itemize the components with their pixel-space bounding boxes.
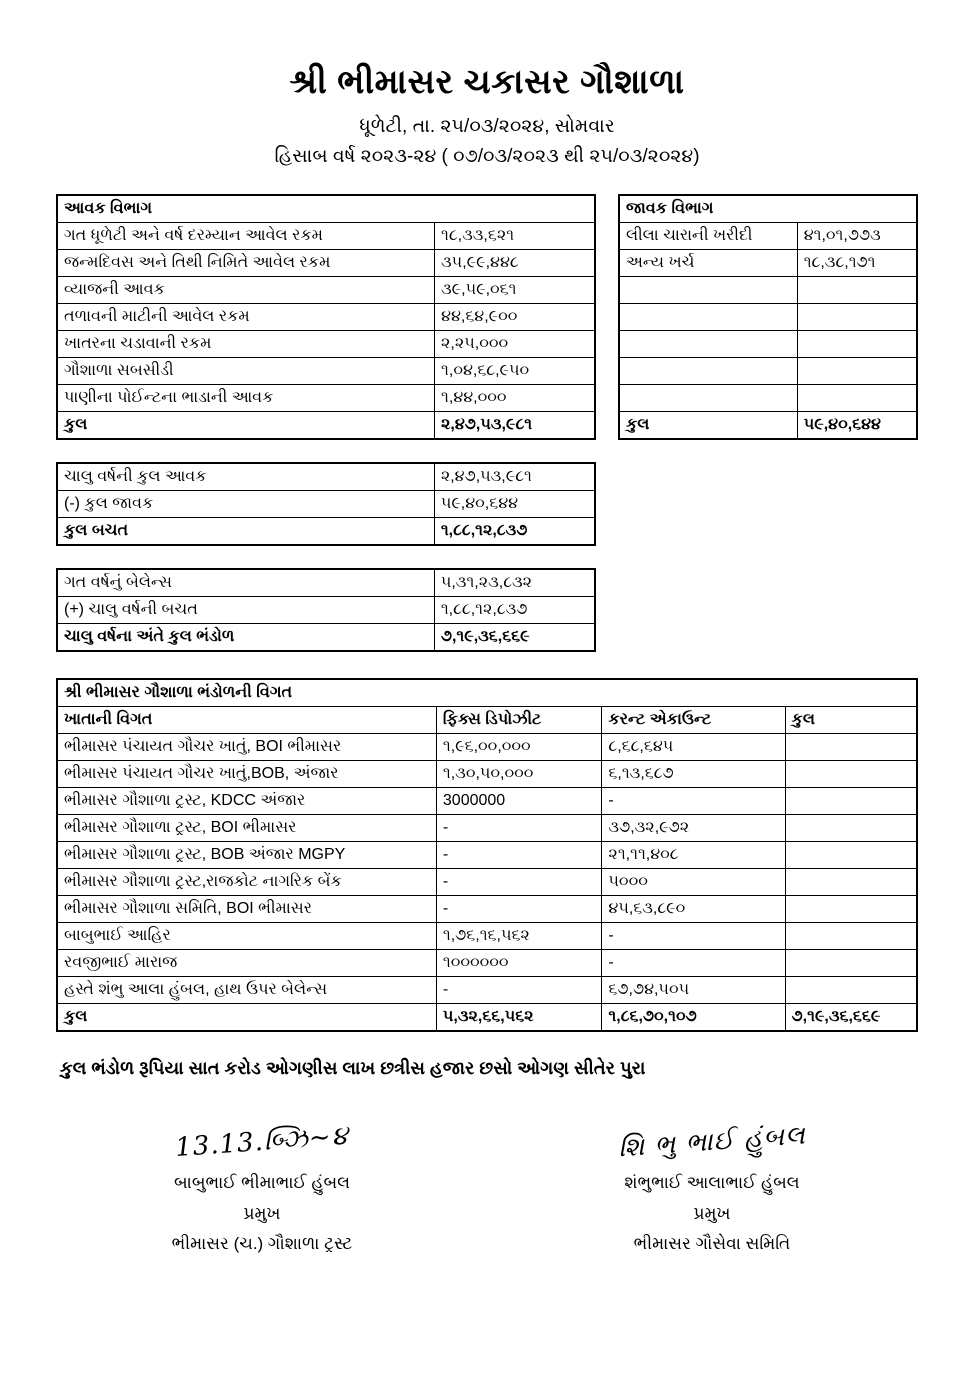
fund-total <box>785 788 917 815</box>
table-row <box>57 597 595 624</box>
table-row <box>57 788 917 815</box>
fund-details-table <box>56 678 918 1032</box>
page-title: શ્રી ભીમાસર ચકાસર ગૌશાળા <box>289 63 685 101</box>
signature-block-left <box>112 1119 412 1257</box>
fund-total <box>785 761 917 788</box>
expense-row-label <box>619 277 797 304</box>
fund-table-title: શ્રી ભીમાસર ગૌશાળા ભંડોળની વિગત <box>57 679 917 707</box>
income-row-label: જન્મદિવસ અને તિથી નિમિતે આવેલ રકમ <box>57 250 435 277</box>
expense-heading: જાવક વિભાગ <box>619 195 917 223</box>
income-total-row <box>57 412 595 440</box>
fund-current-account: ૨૧,૧૧,૪૦૮ <box>602 842 785 869</box>
fund-account-name: ભીમાસર ગૌશાળા ટ્રસ્ટ, BOB અંજાર MGPY <box>57 842 436 869</box>
fund-fixed-deposit: ૧૦૦૦૦૦૦ <box>436 950 602 977</box>
fund-account-name: ભીમાસર ગૌશાળા ટ્રસ્ટ, BOI ભીમાસર <box>57 815 436 842</box>
table-row <box>619 304 917 331</box>
table-row <box>57 896 917 923</box>
signature-mark: 13.13.બ્ઝિ~૪ <box>174 1120 350 1163</box>
income-row-amount: ૧,૪૪,૦૦૦ <box>435 385 595 412</box>
table-row <box>57 331 595 358</box>
fund-fixed-deposit: ૧,૯૬,૦૦,૦૦૦ <box>436 734 602 761</box>
table-row <box>57 277 595 304</box>
table-row <box>57 223 595 250</box>
table-row <box>57 463 595 491</box>
summary-block-2 <box>56 568 918 652</box>
table-row <box>619 385 917 412</box>
table-row <box>57 842 917 869</box>
top-tables-row <box>56 194 918 440</box>
income-row-amount: ૧૮,૩૩,૬૨૧ <box>435 223 595 250</box>
fund-fixed-deposit: ૧,૭૬,૧૬,૫૬૨ <box>436 923 602 950</box>
income-row-amount: ૪૪,૬૪,૯૦૦ <box>435 304 595 331</box>
fund-account-name: ભીમાસર ગૌશાળા ટ્રસ્ટ,રાજકોટ નાગરિક બેંક <box>57 869 436 896</box>
income-table <box>56 194 596 440</box>
expense-row-amount <box>797 331 917 358</box>
fund-current-account: ૮,૬૮,૬૪૫ <box>602 734 785 761</box>
signatory-designation: પ્રમુખ <box>693 1203 731 1223</box>
fund-total-current-account: ૧,૮૬,૭૦,૧૦૭ <box>602 1004 785 1032</box>
summary-total-amount: ૭,૧૯,૩૬,૬૬૯ <box>434 624 595 652</box>
income-row-amount: ૩૯,૫૯,૦૬૧ <box>435 277 595 304</box>
table-row <box>57 761 917 788</box>
fund-account-name: ભીમાસર ગૌશાળા સમિતિ, BOI ભીમાસર <box>57 896 436 923</box>
income-total-amount: ૨,૪૭,૫૩,૯૮૧ <box>435 412 595 440</box>
fund-column-header: કરન્ટ એકાઉન્ટ <box>602 707 785 734</box>
fund-total <box>785 896 917 923</box>
fund-account-name: બાબુભાઈ આહિર <box>57 923 436 950</box>
summary-total-row <box>57 624 595 652</box>
table-row <box>57 977 917 1004</box>
expense-row-label: અન્ય ખર્ચ <box>619 250 797 277</box>
fund-current-account: - <box>602 923 785 950</box>
fund-current-account: ૬,૧૩,૬૮૭ <box>602 761 785 788</box>
expense-row-amount <box>797 304 917 331</box>
fund-total <box>785 734 917 761</box>
fund-column-header: ફિક્સ ડિપોઝીટ <box>436 707 602 734</box>
table-row <box>57 734 917 761</box>
income-row-label: ગૌશાળા સબસીડી <box>57 358 435 385</box>
fund-fixed-deposit: - <box>436 842 602 869</box>
fund-current-account: ૫૦૦૦ <box>602 869 785 896</box>
fund-current-account: ૬૭,૭૪,૫૦૫ <box>602 977 785 1004</box>
expense-row-label: લીલા ચારાની ખરીદી <box>619 223 797 250</box>
fund-account-name: ભીમાસર પંચાયત ગૌચર ખાતું, BOI ભીમાસર <box>57 734 436 761</box>
summary-row-label: ગત વર્ષનું બેલેન્સ <box>57 569 434 597</box>
fund-header-row <box>57 707 917 734</box>
fund-current-account: ૩૭,૩૨,૯૭૨ <box>602 815 785 842</box>
income-heading: આવક વિભાગ <box>57 195 595 223</box>
fund-current-account: - <box>602 950 785 977</box>
fund-total <box>785 842 917 869</box>
expense-row-label <box>619 304 797 331</box>
table-row <box>57 250 595 277</box>
expense-row-amount: ૧૮,૩૮,૧૭૧ <box>797 250 917 277</box>
summary-total-label: ચાલુ વર્ષના અંતે કુલ ભંડોળ <box>57 624 434 652</box>
expense-row-amount <box>797 385 917 412</box>
fund-grand-total: ૭,૧૯,૩૬,૬૬૯ <box>785 1004 917 1032</box>
table-row <box>57 569 595 597</box>
summary-total-row <box>57 518 595 546</box>
document-subtitle-date: ધૂળેટી, તા. ૨૫/૦૩/૨૦૨૪, સોમવાર <box>359 115 615 137</box>
signatory-designation: પ્રમુખ <box>243 1203 281 1223</box>
table-row <box>619 223 917 250</box>
summary-row-amount: ૫,૩૧,૨૩,૮૩૨ <box>434 569 595 597</box>
expense-total-amount: ૫૯,૪૦,૬૪૪ <box>797 412 917 440</box>
fund-total <box>785 815 917 842</box>
fund-account-name: રવજીભાઈ મારાજ <box>57 950 436 977</box>
fund-total <box>785 923 917 950</box>
signature-block-right <box>562 1119 862 1257</box>
fund-account-name: હસ્તે શંભુ આલા હુંબલ, હાથ ઉપર બેલેન્સ <box>57 977 436 1004</box>
fund-current-account: - <box>602 788 785 815</box>
fund-fixed-deposit: - <box>436 977 602 1004</box>
expense-row-amount: ૪૧,૦૧,૭૭૩ <box>797 223 917 250</box>
summary-row-label: (-) કુલ જાવક <box>57 491 434 518</box>
fund-fixed-deposit: - <box>436 869 602 896</box>
fund-total-row <box>57 1004 917 1032</box>
expense-total-label: કુલ <box>619 412 797 440</box>
income-row-amount: ૧,૦૪,૬૮,૯૫૦ <box>435 358 595 385</box>
expense-row-amount <box>797 358 917 385</box>
fund-account-name: ભીમાસર પંચાયત ગૌચર ખાતું,BOB, અંજાર <box>57 761 436 788</box>
fund-total-fixed-deposit: ૫,૩૨,૬૬,૫૬૨ <box>436 1004 602 1032</box>
income-row-label: ગત ધૂળેટી અને વર્ષ દરમ્યાન આવેલ રકમ <box>57 223 435 250</box>
table-row <box>619 250 917 277</box>
expense-row-label <box>619 385 797 412</box>
summary-total-amount: ૧,૮૮,૧૨,૮૩૭ <box>434 518 595 546</box>
table-row <box>619 358 917 385</box>
summary-total-label: કુલ બચત <box>57 518 434 546</box>
table-row <box>57 304 595 331</box>
document-subtitle-period: હિસાબ વર્ષ ૨૦૨૩-૨૪ ( ૦૭/૦૩/૨૦૨૩ થી ૨૫/૦૩/૨૦૨૪) <box>274 146 700 168</box>
fund-account-name: ભીમાસર ગૌશાળા ટ્રસ્ટ, KDCC અંજાર <box>57 788 436 815</box>
fund-title-row <box>57 679 917 707</box>
expense-total-row <box>619 412 917 440</box>
table-row <box>619 331 917 358</box>
summary-table-2 <box>56 568 596 652</box>
table-row <box>57 923 917 950</box>
signatory-name: શંભુભાઈ આલાભાઈ હુંબલ <box>624 1173 800 1193</box>
summary-row-label: (+) ચાલુ વર્ષની બચત <box>57 597 434 624</box>
income-row-amount: ૨,૨૫,૦૦૦ <box>435 331 595 358</box>
fund-total <box>785 950 917 977</box>
expense-row-amount <box>797 277 917 304</box>
table-row <box>57 491 595 518</box>
fund-column-header: ખાતાની વિગત <box>57 707 436 734</box>
table-row <box>619 277 917 304</box>
table-row <box>57 358 595 385</box>
table-row <box>57 869 917 896</box>
fund-column-header: કુલ <box>785 707 917 734</box>
income-row-label: તળાવની માટીની આવેલ રકમ <box>57 304 435 331</box>
summary-row-amount: ૧,૮૮,૧૨,૮૩૭ <box>434 597 595 624</box>
income-row-label: પાણીના પોઈન્ટના ભાડાની આવક <box>57 385 435 412</box>
document-header <box>0 0 974 170</box>
summary-block-1 <box>56 462 918 546</box>
table-row <box>57 385 595 412</box>
income-row-label: ખાતરના ચડાવાની રકમ <box>57 331 435 358</box>
fund-total <box>785 977 917 1004</box>
table-row <box>57 815 917 842</box>
income-row-label: વ્યાજની આવક <box>57 277 435 304</box>
summary-row-amount: ૫૯,૪૦,૬૪૪ <box>434 491 595 518</box>
fund-fixed-deposit: 3000000 <box>436 788 602 815</box>
signatory-name: બાબુભાઈ ભીમાભાઈ હુંબલ <box>174 1173 350 1193</box>
table-row <box>57 950 917 977</box>
signature-mark: શિ ભુ ભાઈ હુંબલ <box>617 1120 807 1164</box>
fund-total-label: કુલ <box>57 1004 436 1032</box>
income-total-label: કુલ <box>57 412 435 440</box>
summary-row-amount: ૨,૪૭,૫૩,૯૮૧ <box>434 463 595 491</box>
amount-in-words: કુલ ભંડોળ રૂપિયા સાત કરોડ ઓગણીસ લાખ છત્રીસ હજાર છસો ઓગણ સીતેર પુરા <box>60 1058 646 1079</box>
fund-current-account: ૪૫,૬૩,૮૯૦ <box>602 896 785 923</box>
expense-row-label <box>619 358 797 385</box>
signatory-organization: ભીમાસર (ચ.) ગૌશાળા ટ્રસ્ટ <box>171 1234 353 1254</box>
fund-fixed-deposit: ૧,૩૦,૫૦,૦૦૦ <box>436 761 602 788</box>
expense-table <box>618 194 918 440</box>
fund-fixed-deposit: - <box>436 896 602 923</box>
expense-row-label <box>619 331 797 358</box>
summary-row-label: ચાલુ વર્ષની કુલ આવક <box>57 463 434 491</box>
signature-section <box>0 1119 974 1257</box>
signatory-organization: ભીમાસર ગૌસેવા સમિતિ <box>633 1234 791 1254</box>
fund-fixed-deposit: - <box>436 815 602 842</box>
fund-total <box>785 869 917 896</box>
fund-details-block <box>56 678 918 1032</box>
income-table-heading-row <box>57 195 595 223</box>
expense-table-heading-row <box>619 195 917 223</box>
summary-table-1 <box>56 462 596 546</box>
income-row-amount: ૩૫,૯૯,૪૪૮ <box>435 250 595 277</box>
